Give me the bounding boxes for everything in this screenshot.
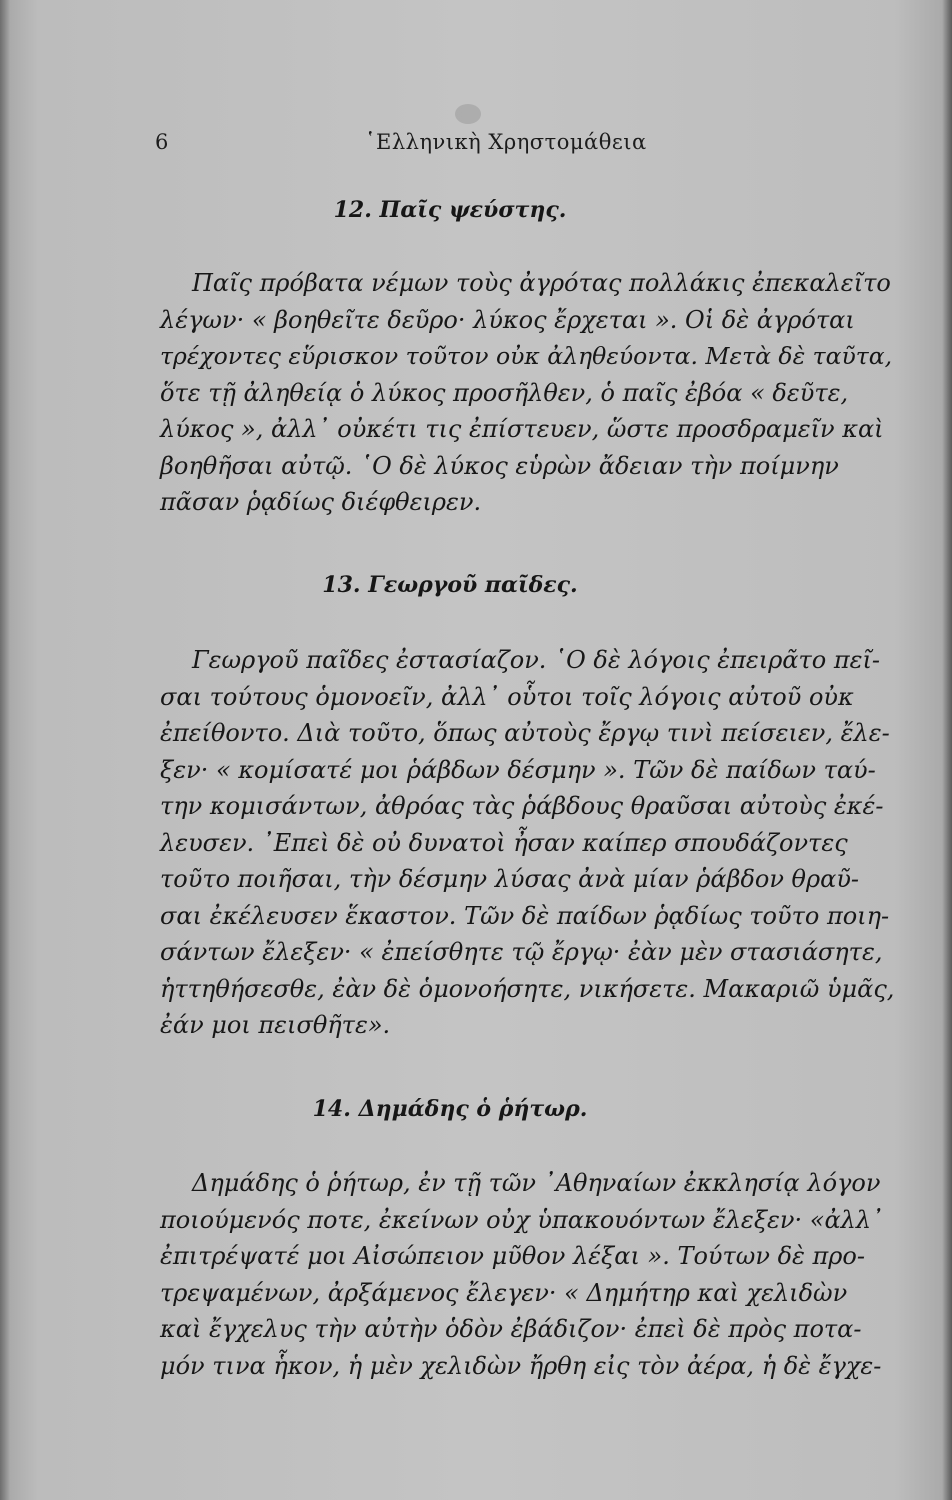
page-header bbox=[155, 130, 715, 160]
text-line: Γεωργοῦ παῖδες ἐστασίαζον. ῾Ο δὲ λόγοις ἐπειρᾶτο πεῖ- bbox=[192, 646, 881, 674]
text-line: ξεν· « κομίσατέ μοι ῥάβδων δέσμην ». Τῶν δὲ παίδων ταύ- bbox=[160, 755, 876, 784]
text-line: ποιούμενός ποτε, ἐκείνων οὐχ ὑπακουόντων ἔλεξεν· «ἀλλ᾽ bbox=[160, 1205, 884, 1234]
text-line: σαι τούτους ὁμονοεῖν, ἀλλ᾽ οὗτοι τοῖς λόγοις αὐτοῦ οὐκ bbox=[160, 682, 854, 711]
section-name: Γεωργοῦ παῖδες. bbox=[368, 572, 578, 598]
text-line: ἐπείθοντο. Διὰ τοῦτο, ὅπως αὐτοὺς ἔργῳ τινὶ πείσειεν, ἔλε- bbox=[160, 719, 890, 747]
section-title bbox=[160, 197, 740, 223]
text-line: Παῖς πρόβατα νέμων τοὺς ἀγρότας πολλάκις ἐπεκαλεῖτο bbox=[192, 269, 891, 297]
section-name: Δημάδης ὁ ῥήτωρ. bbox=[358, 1096, 588, 1122]
section-number: 13. bbox=[322, 572, 361, 598]
text-line: ἐάν μοι πεισθῆτε». bbox=[160, 1011, 391, 1039]
section-number: 14. bbox=[312, 1096, 351, 1122]
section-paragraph bbox=[160, 1165, 905, 1384]
text-line: τοῦτο ποιῆσαι, τὴν δέσμην λύσας ἀνὰ μίαν ῥάβδον θραῦ- bbox=[160, 865, 860, 893]
text-line: τρεψαμένων, ἀρξάμενος ἔλεγεν· « Δημήτηρ καὶ χελιδὼν bbox=[160, 1278, 848, 1307]
text-line: Δημάδης ὁ ῥήτωρ, ἐν τῇ τῶν ᾿Αθηναίων ἐκκλησίᾳ λόγον bbox=[192, 1169, 881, 1197]
section-paragraph bbox=[160, 642, 905, 1044]
section-12 bbox=[160, 197, 905, 521]
text-line: ὅτε τῇ ἀληθείᾳ ὁ λύκος προσῆλθεν, ὁ παῖς ἐβόα « δεῦτε, bbox=[160, 378, 849, 407]
section-14 bbox=[160, 1096, 905, 1384]
text-line: ἐπιτρέψατέ μοι Αἰσώπειον μῦθον λέξαι ». Τούτων δὲ προ- bbox=[160, 1242, 865, 1270]
page-left-edge-shadow bbox=[0, 0, 10, 1500]
text-line: μόν τινα ἧκον, ἡ μὲν χελιδὼν ἤρθη εἰς τὸν ἀέρα, ἡ δὲ ἔγχε- bbox=[160, 1351, 882, 1380]
section-13 bbox=[160, 572, 905, 1044]
text-line: καὶ ἔγχελυς τὴν αὐτὴν ὁδὸν ἐβάδιζον· ἐπεὶ δὲ πρὸς ποτα- bbox=[160, 1315, 862, 1343]
text-line: σάντων ἔλεξεν· « ἐπείσθητε τῷ ἔργῳ· ἐὰν μὲν στασιάσητε, bbox=[160, 938, 883, 966]
section-number: 12. bbox=[333, 197, 372, 223]
text-line: λέγων· « βοηθεῖτε δεῦρο· λύκος ἔρχεται ». Οἱ δὲ ἀγρόται bbox=[160, 305, 855, 334]
page-number: 6 bbox=[155, 130, 169, 154]
section-name: Παῖς ψεύστης. bbox=[379, 197, 567, 223]
text-line: λύκος », ἀλλ᾽ οὐκέτι τις ἐπίστευεν, ὥστε προσδραμεῖν καὶ bbox=[160, 415, 884, 443]
running-title: ῾Ελληνικὴ Χρηστομάθεια bbox=[365, 130, 647, 154]
text-line: βοηθῆσαι αὐτῷ. ῾Ο δὲ λύκος εὑρὼν ἄδειαν τὴν ποίμνην bbox=[160, 451, 839, 480]
page-right-edge-shadow bbox=[942, 0, 952, 1500]
section-paragraph bbox=[160, 265, 905, 521]
text-line: σαι ἐκέλευσεν ἕκαστον. Τῶν δὲ παίδων ῥᾳδίως τοῦτο ποιη- bbox=[160, 901, 890, 930]
section-title bbox=[160, 1096, 740, 1122]
text-line: τρέχοντες εὕρισκον τοῦτον οὐκ ἀληθεύοντα. Μετὰ δὲ ταῦτα, bbox=[160, 342, 893, 370]
text-line: την κομισάντων, ἀθρόας τὰς ῥάβδους θραῦσαι αὐτοὺς ἐκέ- bbox=[160, 792, 884, 820]
print-smudge bbox=[455, 104, 481, 124]
section-title bbox=[160, 572, 740, 598]
text-line: ἡττηθήσεσθε, ἐὰν δὲ ὁμονοήσητε, νικήσετε. Μακαριῶ ὑμᾶς, bbox=[160, 974, 895, 1003]
text-line: πᾶσαν ῥᾳδίως διέφθειρεν. bbox=[160, 488, 482, 516]
text-line: λευσεν. ᾿Επεὶ δὲ οὐ δυνατοὶ ἦσαν καίπερ σπουδάζοντες bbox=[160, 828, 848, 857]
